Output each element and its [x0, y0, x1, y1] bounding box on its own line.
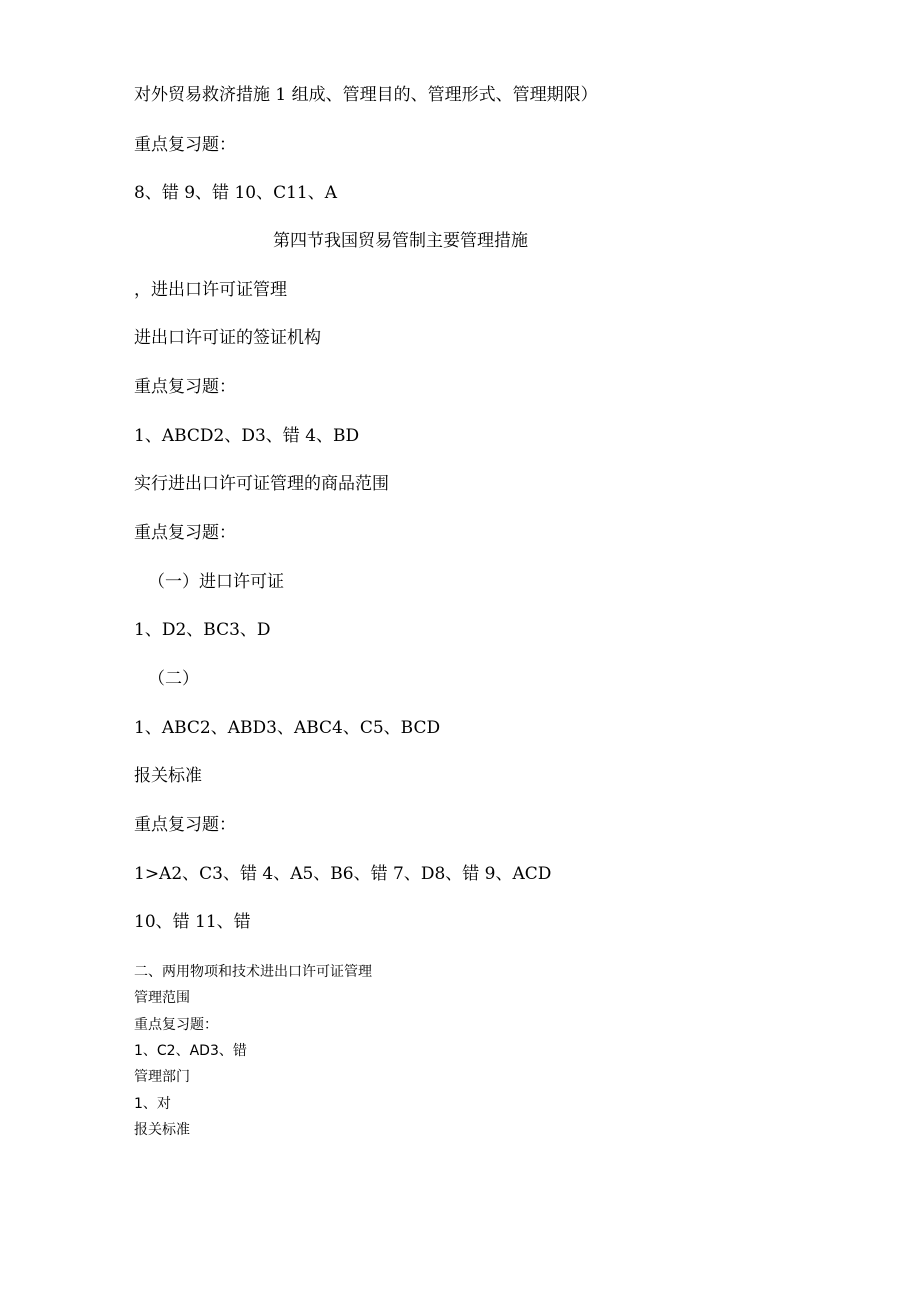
topic-heading: 管理部门 — [134, 1069, 190, 1085]
heading-review-questions: 重点复习题： — [134, 377, 236, 397]
heading-review-questions: 重点复习题： — [134, 135, 236, 155]
topic-heading: 实行进出口许可证管理的商品范围 — [134, 474, 389, 494]
answer-line: 10、错 11、错 — [134, 912, 251, 932]
topic-heading: 进出口许可证的签证机构 — [134, 328, 321, 348]
heading-review-questions: 重点复习题： — [134, 1017, 218, 1033]
subsection-heading: ，进出口许可证管理 — [134, 280, 287, 300]
topic-heading: 报关标准 — [134, 766, 202, 786]
answer-line: 1、ABC2、ABD3、ABC4、C5、BCD — [134, 718, 441, 738]
subtopic-heading: （二） — [148, 669, 199, 689]
subsection-heading: 二、两用物项和技术进出口许可证管理 — [134, 964, 372, 980]
heading-review-questions: 重点复习题： — [134, 523, 236, 543]
answer-line: 1、ABCD2、D3、错 4、BD — [134, 426, 360, 446]
section-title: 第四节我国贸易管制主要管理措施 — [273, 231, 528, 251]
answer-line: 1、D2、BC3、D — [134, 620, 271, 640]
topic-heading: 报关标准 — [134, 1122, 190, 1138]
answer-line: 8、错 9、错 10、C11、A — [134, 183, 337, 203]
paragraph-trade-remedy-measures: 对外贸易救济措施 1 组成、管理目的、管理形式、管理期限） — [134, 85, 598, 105]
answer-line: 1、C2、AD3、错 — [134, 1043, 247, 1059]
answer-line: 1>A2、C3、错 4、A5、B6、错 7、D8、错 9、ACD — [134, 864, 552, 884]
subtopic-heading: （一）进口许可证 — [148, 572, 284, 592]
heading-review-questions: 重点复习题： — [134, 815, 236, 835]
answer-line: 1、对 — [134, 1096, 171, 1112]
topic-heading: 管理范围 — [134, 990, 190, 1006]
